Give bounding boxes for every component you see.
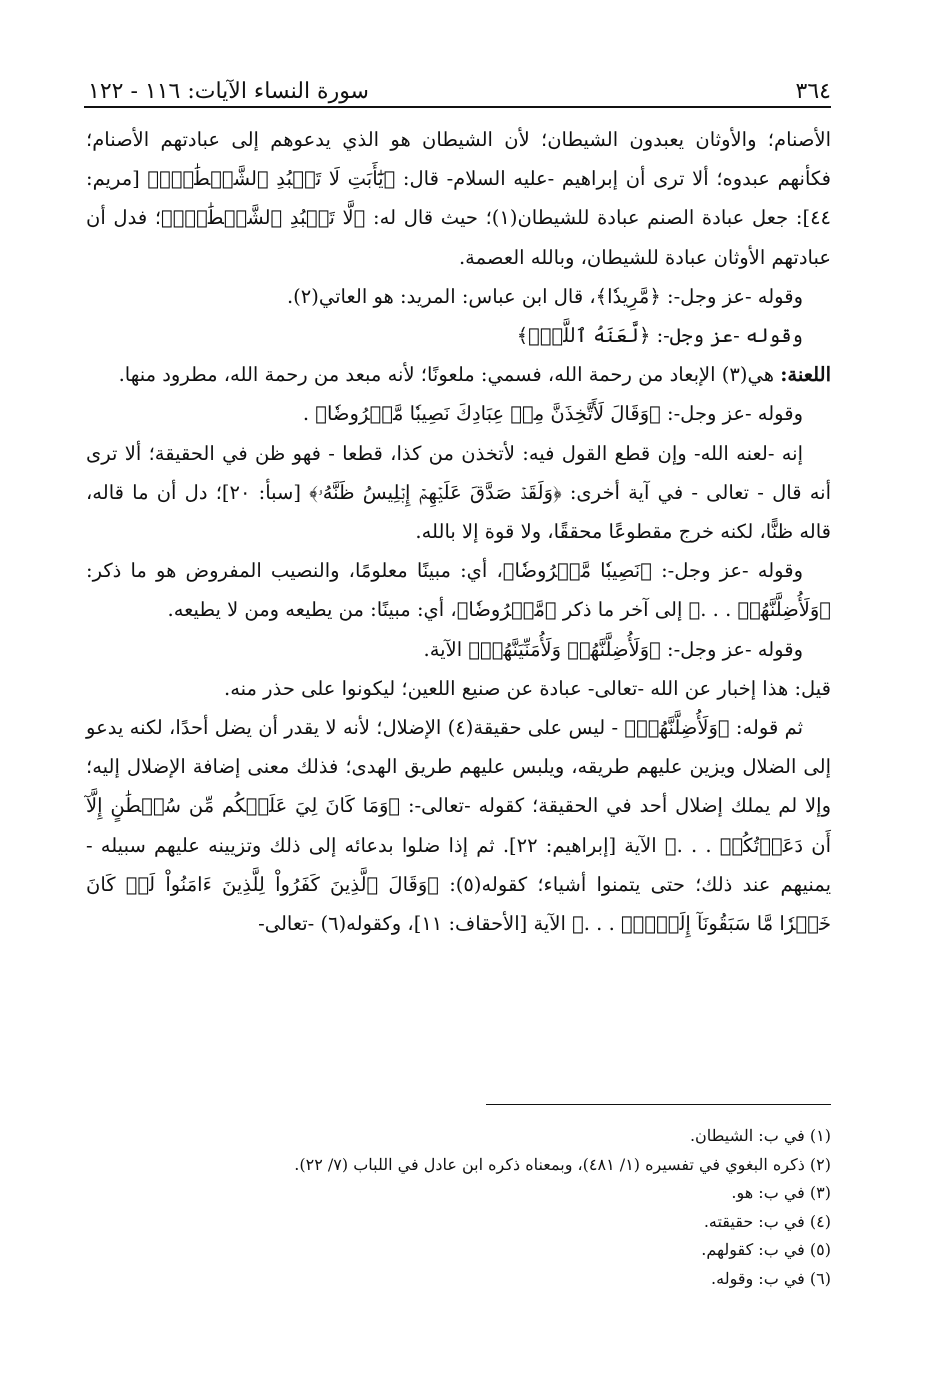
main-text [86, 120, 831, 943]
paragraph-2: وقوله -عز وجل-: ﴿مَّرِيدٗا﴾، قال ابن عباس: المريد: هو العاتي(٢). [286, 284, 803, 308]
footnote-4: (٤) في ب: حقيقته. [703, 1211, 831, 1231]
page-number: ٣٦٤ [795, 79, 831, 104]
paragraph-10: ثم قوله: ﴿وَلَأُضِلَّنَّهُمۡ﴾ - ليس على حقيقة(٤) الإضلال؛ لأنه لا يقدر أن يضل أحدًا، لكنه يدعو إلى الضلال ويزين عليهم طريقه، ويلبس عليهم طريق الهدى؛ فذلك معنى إضافة الإضلال إليه؛ وإلا لم يملك إضلال أحد في الحقيقة؛ كقوله -تعالى-: ﴿وَمَا كَانَ لِيَ عَلَيۡكُم مِّن سُلۡطَٰنٍ إِلَّآ أَن دَعَوۡتُكُمۡ . . .﴾ الآية [إبراهيم: ٢٢]. ثم إذا ضلوا بدعائه إلى ذلك وتزيينه عليهم سبيله - يمنيهم عند ذلك؛ حتى يتمنوا أشياء؛ كقوله(٥): ﴿وَقَالَ ٱلَّذِينَ كَفَرُواْ لِلَّذِينَ ءَامَنُواْ لَوۡ كَانَ خَيۡرٗا مَّا سَبَقُونَآ إِلَيۡهِۚ . . .﴾ الآية [الأحقاف: ١١]، وكقوله(٦) -تعالى- [86, 716, 831, 936]
footnote-2: (٢) ذكره البغوي في تفسيره (١/ ٤٨١)، وبمعناه ذكره ابن عادل في اللباب (٧/ ٢٢). [294, 1154, 831, 1174]
paragraph-6: إنه -لعنه الله- وإن قطع القول فيه: لأتخذن من كذا، قطعا - فهو ظن في الحقيقة؛ ألا ترى أنه قال - تعالى - في آية أخرى: ﴿وَلَقَدۡ صَدَّقَ عَلَيۡهِمۡ إِبۡلِيسُ ظَنَّهُۥ﴾ [سبأ: ٢٠]؛ دل أن ما قاله، قاله ظنًّا، لكنه خرج مقطوعًا محققًا، ولا قوة إلا بالله. [86, 441, 832, 544]
footnotes [86, 1122, 831, 1293]
footnote-6: (٦) في ب: وقوله. [711, 1268, 831, 1288]
running-title: سورة النساء الآيات: ١١٦ - ١٢٢ [88, 79, 369, 104]
term-label: اللعنة: [780, 363, 831, 387]
footnote-divider [486, 1104, 831, 1105]
paragraph-9: قيل: هذا إخبار عن الله -تعالى- عبادة عن صنيع اللعين؛ ليكونوا على حذر منه. [224, 676, 831, 700]
paragraph-5: وقوله -عز وجل-: ﴿وَقَالَ لَأَتَّخِذَنَّ مِنۡ عِبَادِكَ نَصِيبٗا مَّفۡرُوضٗا﴾ . [302, 402, 803, 426]
footnote-3: (٣) في ب: هو. [731, 1183, 831, 1202]
header-divider [84, 106, 831, 108]
paragraph-4 [86, 355, 831, 394]
page-header [88, 58, 831, 104]
term-definition: هي(٣) الإبعاد من رحمة الله، فسمي: ملعونًا؛ لأنه مبعد من رحمة الله، مطرود منها. [118, 363, 775, 387]
paragraph-1: الأصنام؛ والأوثان يعبدون الشيطان؛ لأن الشيطان هو الذي يدعوهم إلى عبادتهم الأصنام؛ فكأنهم عبدوه؛ ألا ترى أن إبراهيم -عليه السلام- قال: ﴿يَٰٓأَبَتِ لَا تَعۡبُدِ ٱلشَّيۡطَٰنَۖ﴾ [مريم: ٤٤]: جعل عبادة الصنم عبادة للشيطان(١)؛ حيث قال له: ﴿لَّا تَعۡبُدِ ٱلشَّيۡطَٰنَۖ﴾؛ فدل أن عبادتهم الأوثان عبادة للشيطان، وبالله العصمة. [86, 128, 832, 269]
paragraph-8: وقوله -عز وجل-: ﴿وَلَأُضِلَّنَّهُمۡ وَلَأُمَنِّيَنَّهُمۡ﴾ الآية. [423, 637, 803, 661]
footnote-5: (٥) في ب: كقولهم. [701, 1240, 831, 1259]
footnote-1: (١) في ب: الشيطان. [689, 1126, 831, 1145]
paragraph-7: وقوله -عز وجل-: ﴿نَصِيبٗا مَّفۡرُوضٗا﴾، أي: مبينًا معلومًا، والنصيب المفروض هو ما ذكر: ﴿وَلَأُضِلَّنَّهُمۡ . . .﴾ إلى آخر ما ذكر ﴿مَّفۡرُوضٗا﴾، أي: مبينًا: من يطيعه ومن لا يطيعه. [86, 559, 831, 622]
paragraph-3: وقوله -عز وجل-: ﴿لَّعَنَهُ ٱللَّهُۘ﴾ [516, 324, 803, 348]
